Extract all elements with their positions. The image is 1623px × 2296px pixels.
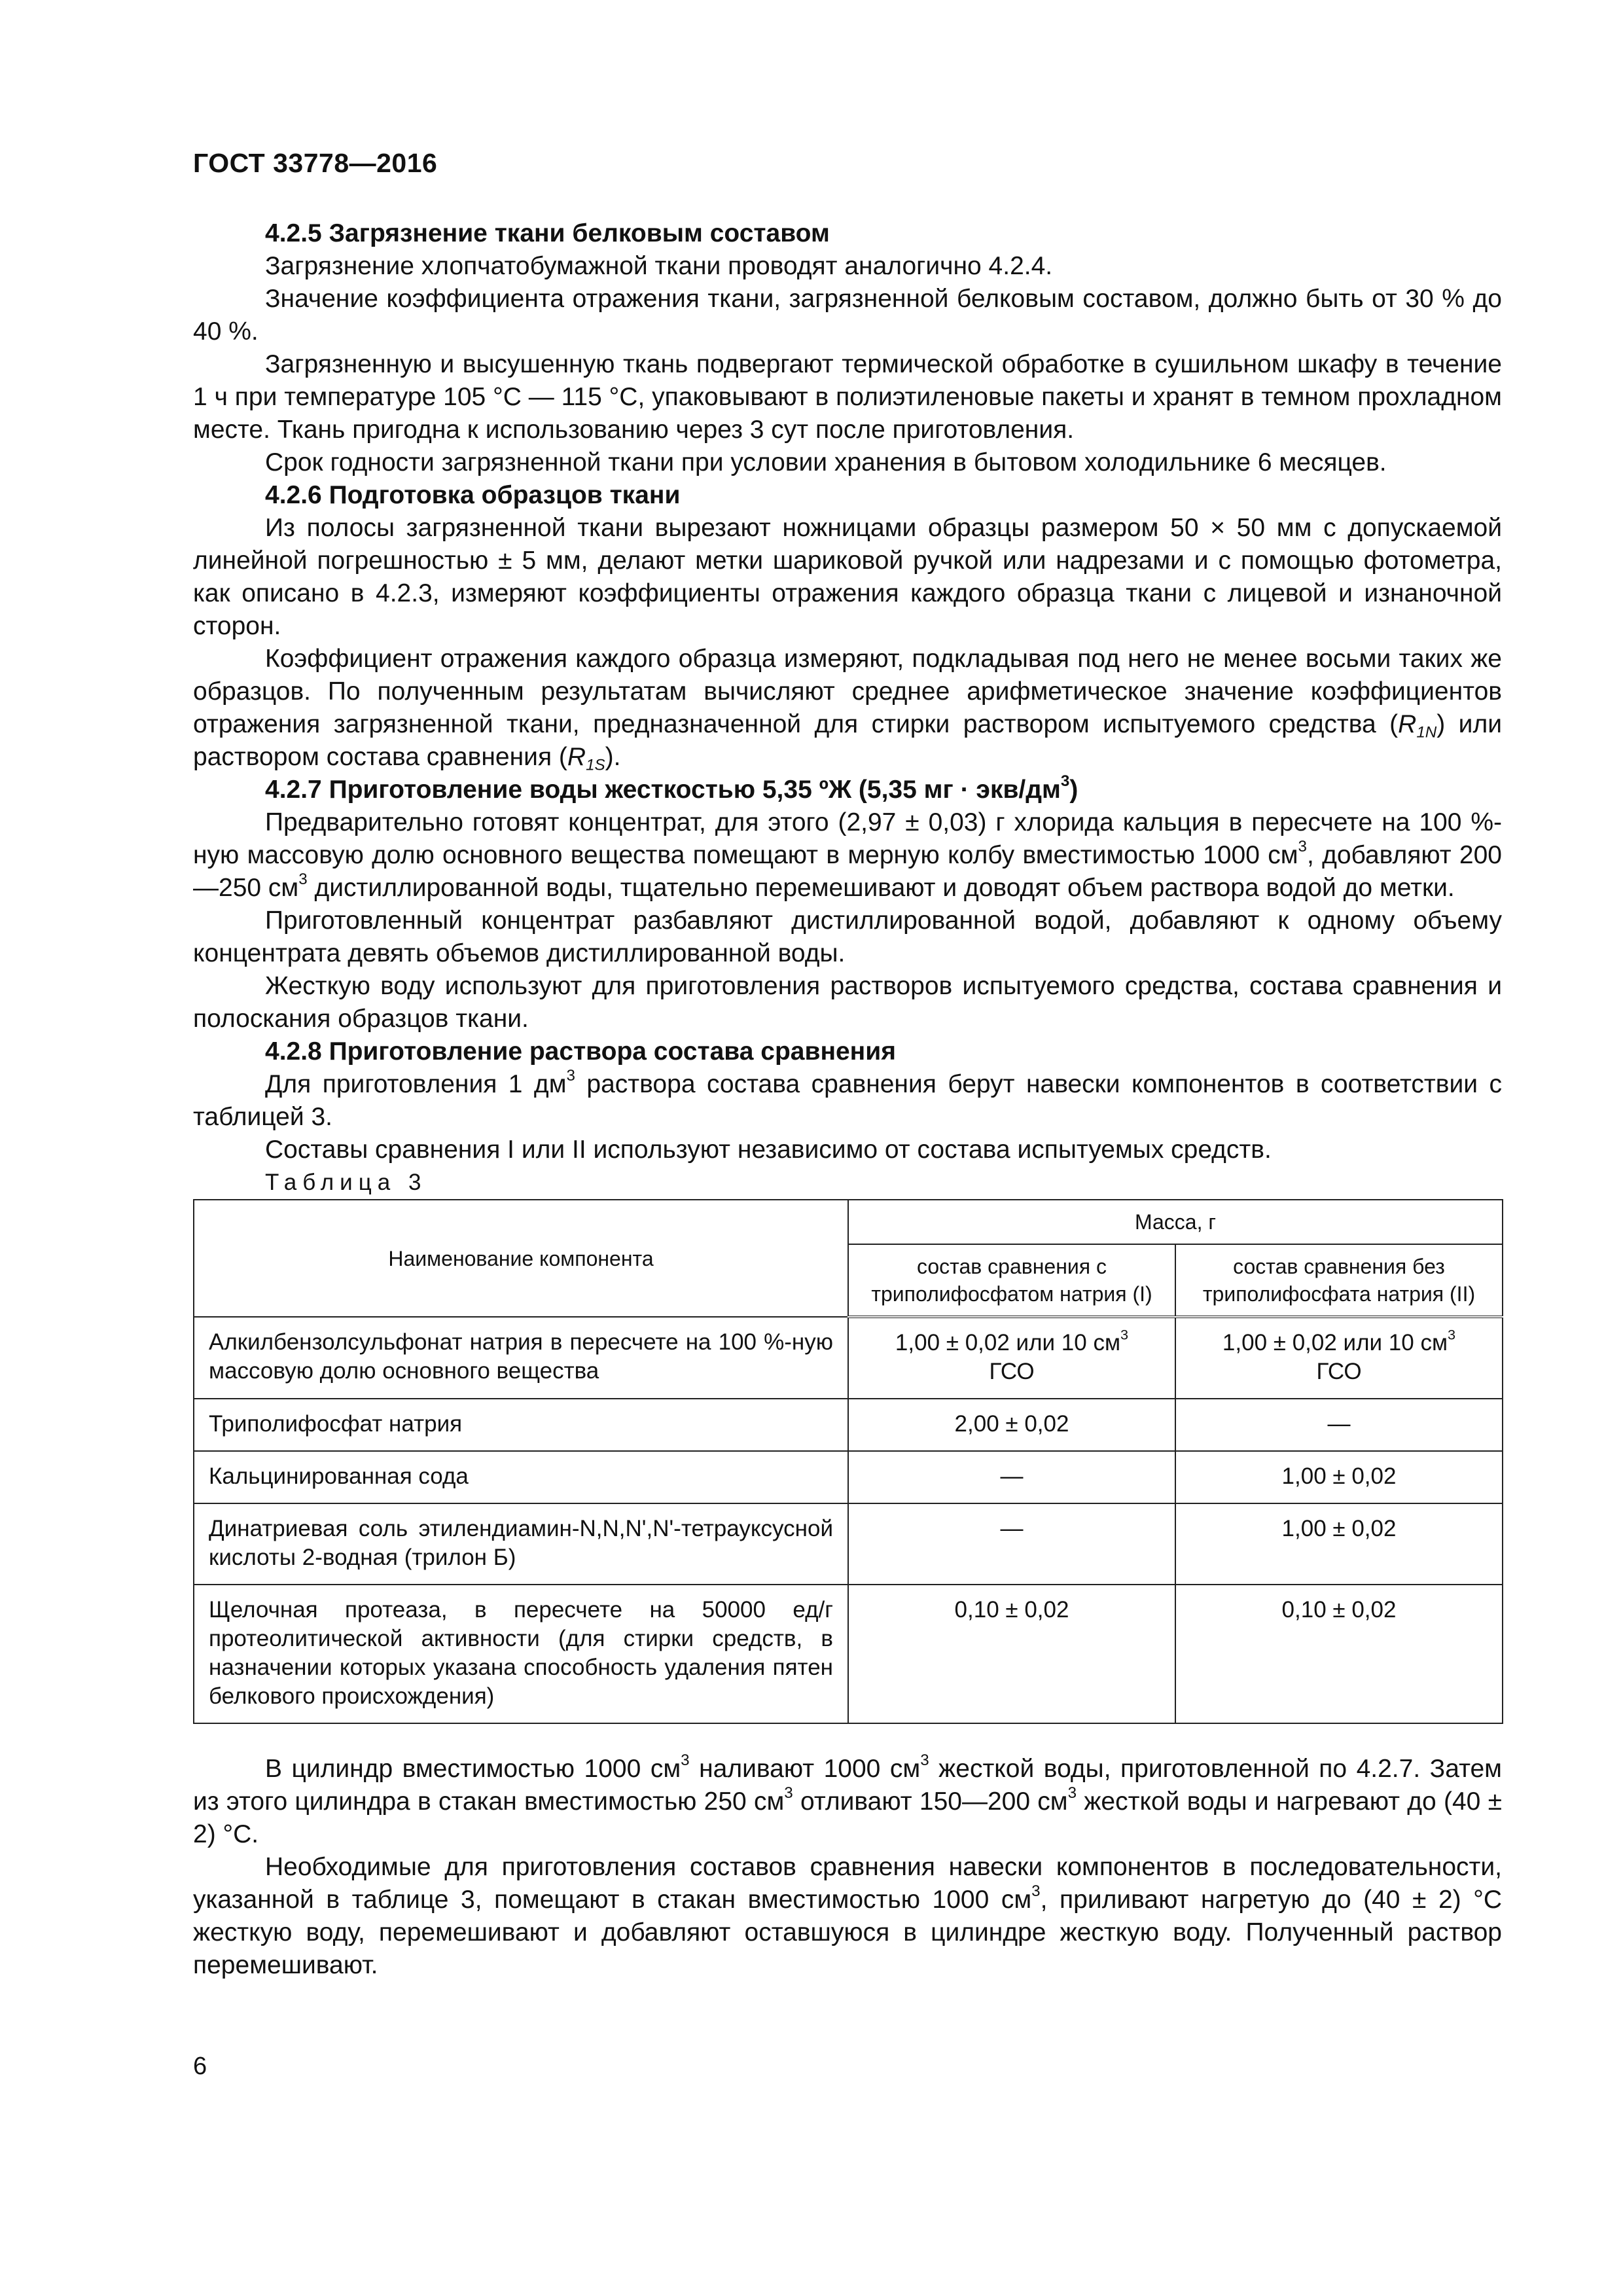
table-header-component: Наименование компонента [194, 1200, 848, 1317]
table-cell-value-1: 2,00 ± 0,02 [848, 1399, 1175, 1451]
section-4-2-7-heading: 4.2.7 Приготовление воды жесткостью 5,35 ºЖ (5,35 мг · экв/$дм^3$) [265, 772, 1079, 804]
table-cell-name: Триполифосфат натрия [194, 1399, 848, 1451]
table-header-composition-1: состав сравнения с триполифосфатом натрия (I) [848, 1244, 1175, 1317]
post-table-text [193, 1753, 1502, 1982]
paragraph: Срок годности загрязненной ткани при условии хранения в бытовом холодильнике 6 месяцев. [265, 448, 1387, 476]
paragraph: Составы сравнения I или II используют независимо от состава испытуемых средств. [265, 1136, 1272, 1164]
paragraph: Жесткую воду используют для приготовления растворов испытуемого средства, состава сравнения и полоскания образцов ткани. [193, 972, 1502, 1033]
document-body [193, 217, 1502, 1982]
table-row [194, 1399, 1503, 1451]
paragraph: Из полосы загрязненной ткани вырезают ножницами образцы размером 50 × 50 мм с допускаемой линейной погрешностью ± 5 мм, делают метки шариковой ручкой или надрезами и с помощью фотометра, как описано в 4.2.3, измеряют коэффициенты отражения каждого образца ткани с лицевой и изнаночной сторон. [193, 514, 1502, 640]
symbol-r-base: R [1398, 710, 1417, 738]
paragraph: Необходимые для приготовления составов сравнения навески компонентов в последовательности, указанной в таблице 3, помещают в стакан вместимостью 1000 $см^3$, приливают нагретую до (40 ± 2) °С жесткую воду, перемешивают и добавляют оставшуюся в цилиндре жесткую воду. Полученный раствор перемешивают. [193, 1853, 1502, 1979]
paragraph: Загрязнение хлопчатобумажной ткани проводят аналогично 4.2.4. [265, 252, 1053, 280]
paragraph: Загрязненную и высушенную ткань подвергают термической обработке в сушильном шкафу в течение 1 ч при температуре 105 °С — 115 °С, упаковывают в полиэтиленовые пакеты и хранят в темном прохладном месте. Ткань пригодна к использованию через 3 сут после приготовления. [193, 350, 1502, 444]
table-cell-value-2: 0,10 ± 0,02 [1175, 1585, 1503, 1723]
symbol-r-base: R [567, 743, 586, 771]
table-cell-value-1: 0,10 ± 0,02 [848, 1585, 1175, 1723]
table-header-composition-2: состав сравнения без триполифосфата натрия (II) [1175, 1244, 1503, 1317]
document-code: ГОСТ 33778—2016 [193, 148, 438, 178]
paragraph: В цилиндр вместимостью 1000 $см^3$ наливают 1000 $см^3$ жесткой воды, приготовленной по 4.2.7. Затем из этого цилиндра в стакан вместимостью 250 $см^3$ отливают 150—200 $см^3$ жесткой воды и нагревают до (40 ± 2) °С. [193, 1751, 1502, 1848]
table-cell-name: Кальцинированная сода [194, 1451, 848, 1503]
section-4-2-6-heading: 4.2.6 Подготовка образцов ткани [265, 481, 681, 509]
paragraph: Приготовленный концентрат разбавляют дистиллированной водой, добавляют к одному объему концентрата девять объемов дистиллированной воды. [193, 906, 1502, 967]
symbol-r-subscript: 1N [1416, 723, 1437, 742]
table-row [194, 1451, 1503, 1503]
table-cell-name: Алкилбензолсульфонат натрия в пересчете на 100 %-ную массовую долю основного вещества [194, 1317, 848, 1399]
section-4-2-5-heading: 4.2.5 Загрязнение ткани белковым составом [265, 219, 830, 247]
table-cell-value-2: — [1175, 1399, 1503, 1451]
page-number: 6 [193, 2053, 207, 2080]
composition-table [193, 1199, 1503, 1724]
table-cell-value-1: — [848, 1503, 1175, 1585]
table-row [194, 1503, 1503, 1585]
table-row [194, 1317, 1503, 1399]
table-cell-value-2: 1,00 ± 0,02 [1175, 1451, 1503, 1503]
table-cell-value-2: 1,00 ± 0,02 [1175, 1503, 1503, 1585]
table-caption: Таблица 3 [265, 1170, 427, 1195]
symbol-r-subscript: 1S [586, 756, 605, 774]
paragraph: Для приготовления 1 $дм^3$ раствора состава сравнения берут навески компонентов в соответствии с таблицей 3. [193, 1066, 1502, 1131]
paragraph: Значение коэффициента отражения ткани, загрязненной белковым составом, должно быть от 30 % до 40 %. [193, 285, 1502, 346]
table-cell-name: Динатриевая соль этилендиамин-N,N,N',N'-тетрауксусной кислоты 2-водная (трилон Б) [194, 1503, 848, 1585]
table-cell-value-1: — [848, 1451, 1175, 1503]
paragraph: Предварительно готовят концентрат, для этого (2,97 ± 0,03) г хлорида кальция в пересчете на 100 %-ную массовую долю основного вещества помещают в мерную колбу вместимостью 1000 $см^3$, добавляют 200—250 $см^3$ дистиллированной воды, тщательно перемешивают и доводят объем раствора водой до метки. [193, 808, 1503, 902]
section-4-2-8-heading: 4.2.8 Приготовление раствора состава сравнения [265, 1037, 896, 1066]
table-cell-value-1: 1,00 ± 0,02 или 10 $см^3$ ГСО [848, 1317, 1175, 1399]
paragraph: Коэффициент отражения каждого образца измеряют, подкладывая под него не менее восьми таких же образцов. По полученным результатам вычисляют среднее арифметическое значение коэффициентов отражения загрязненной ткани, предназначенной для стирки раствором испытуемого средства $(R_{1N})$ или раствором состава сравнения $(R_{1S})$. [193, 645, 1502, 774]
table-row [194, 1585, 1503, 1723]
table-header-mass: Масса, г [848, 1200, 1503, 1244]
table-cell-name: Щелочная протеаза, в пересчете на 50000 ед/г протеолитической активности (для стирки средств, в назначении которых указана способность удаления пятен белкового происхождения) [194, 1585, 848, 1723]
table-cell-value-2: 1,00 ± 0,02 или 10 $см^3$ ГСО [1175, 1317, 1503, 1399]
